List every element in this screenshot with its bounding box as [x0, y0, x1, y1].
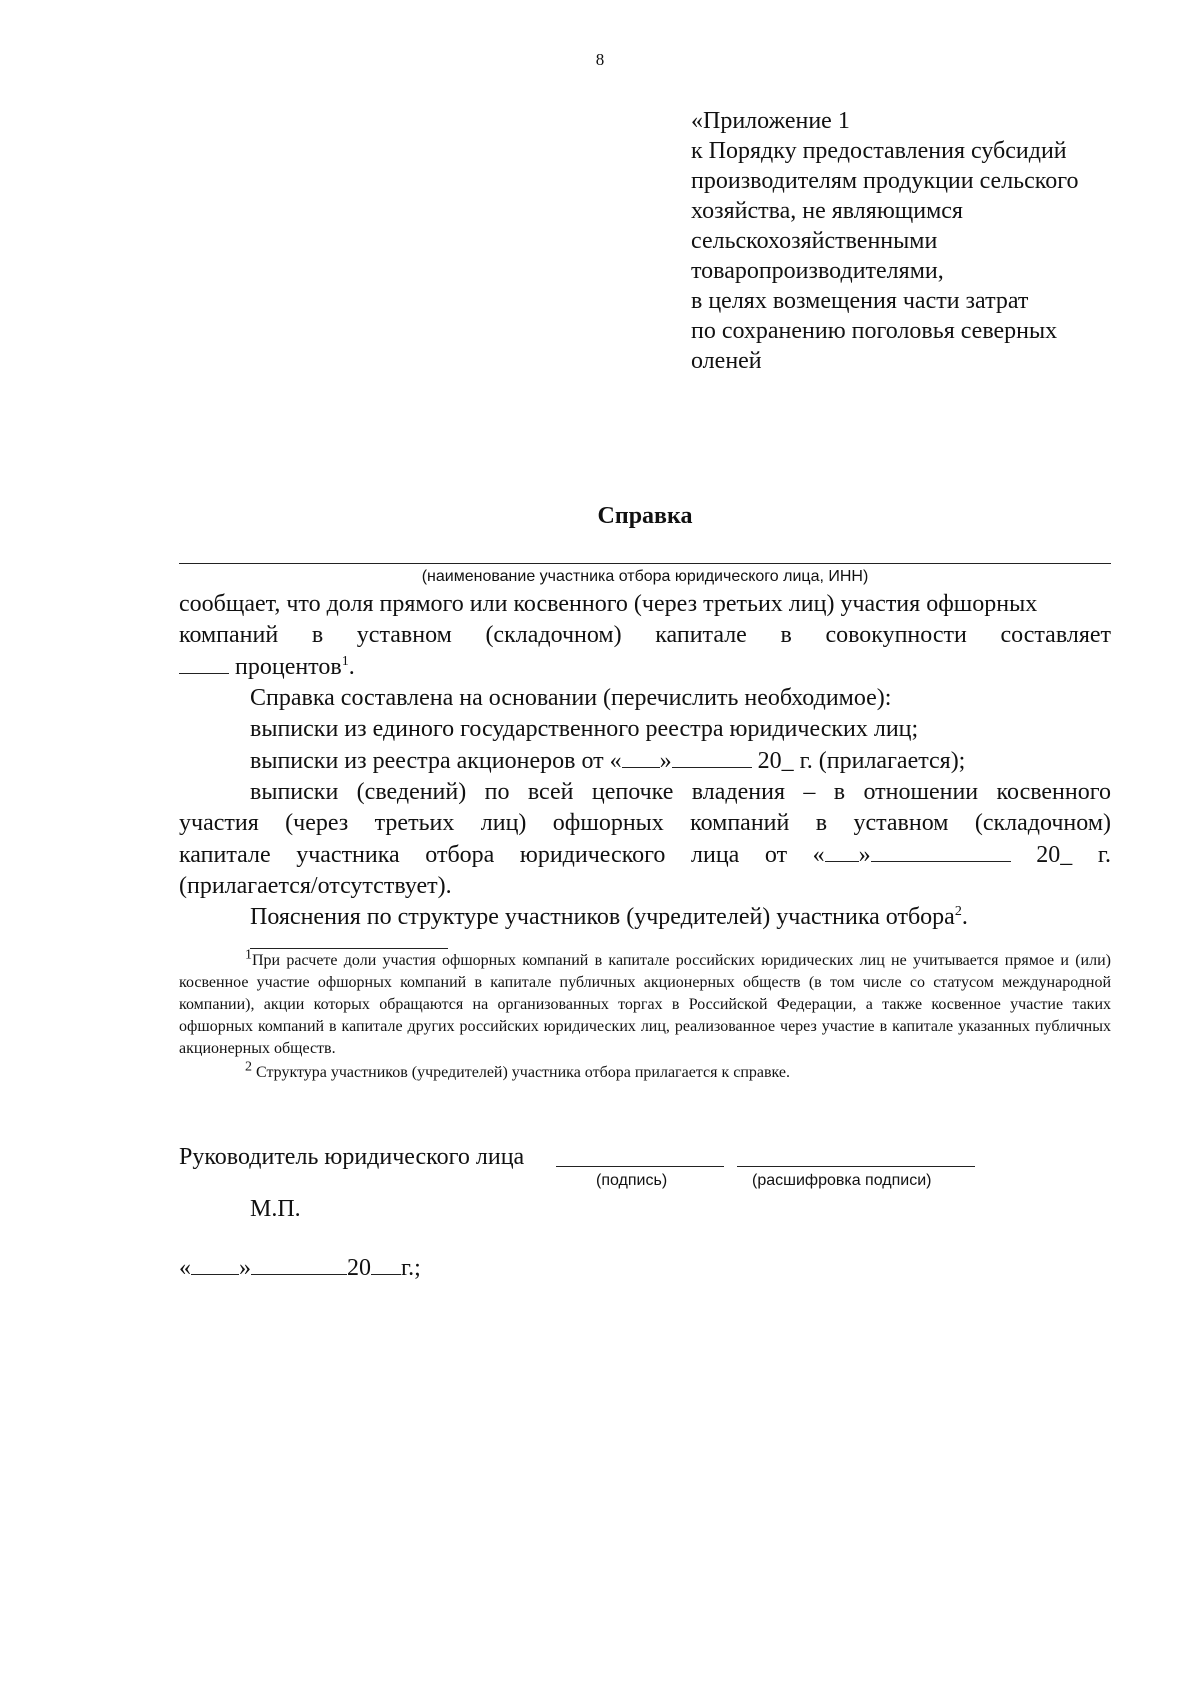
- appendix-line: товаропроизводителями,: [691, 258, 944, 284]
- footnote-2-mark: 2: [245, 1059, 252, 1075]
- basis-line: [179, 683, 1111, 714]
- month-blank: [672, 745, 752, 768]
- signature-label: Руководитель юридического лица: [179, 1144, 525, 1170]
- body-line-text: компаний в уставном (складочном) капитале в совокупности составляет: [179, 622, 1111, 648]
- body-line: [179, 808, 1111, 839]
- footnote-separator: [250, 948, 448, 949]
- footnote-2-text: Структура участников (учредителей) участника отбора прилагается к справке.: [252, 1064, 791, 1081]
- signature-decryption-line: [737, 1166, 975, 1167]
- body-paragraph-1: [179, 589, 1111, 620]
- body-line: [179, 871, 1111, 902]
- percent-label: процентов: [235, 654, 342, 680]
- date-quote-close: »: [239, 1255, 251, 1281]
- appendix-line: к Порядку предоставления субсидий: [691, 138, 1067, 164]
- appendix-line: по сохранению поголовья северных: [691, 318, 1058, 344]
- basis-item-1: [179, 714, 1111, 745]
- document-title: Справка: [597, 503, 693, 529]
- appendix-line: хозяйства, не являющимся: [691, 198, 963, 224]
- percent-line: процентов$^1$.: [179, 651, 1111, 683]
- footnote-1-mark: 1: [245, 947, 252, 963]
- year-text: 20_ г.: [1036, 842, 1111, 868]
- document-body: [179, 589, 1111, 933]
- body-line-text: (прилагается/отсутствует).: [179, 873, 452, 899]
- appendix-line: в целях возмещения части затрат: [691, 288, 1029, 314]
- basis-item-2: [179, 745, 1111, 777]
- basis-item-3: [179, 777, 1111, 808]
- date-quote-open: «: [179, 1255, 191, 1281]
- basis-text: Справка составлена на основании (перечислить необходимое):: [250, 685, 892, 711]
- signature-caption: (подпись): [596, 1172, 668, 1189]
- explanations-text: Пояснения по структуре участников (учредителей) участника отбора: [250, 904, 955, 930]
- date-day-blank: [191, 1252, 239, 1275]
- day-blank: [622, 745, 660, 768]
- date-year: 20: [347, 1255, 371, 1281]
- participant-name-line: [179, 563, 1111, 564]
- footnote-2: [179, 1059, 1111, 1084]
- appendix-line: производителям продукции сельского: [691, 168, 1079, 194]
- year-text: 20_ г. (прилагается);: [751, 748, 966, 774]
- day-blank: [825, 839, 859, 862]
- page-number: 8: [595, 50, 605, 69]
- body-line: [179, 620, 1111, 651]
- percent-blank: [179, 651, 229, 674]
- stamp-place: М.П.: [250, 1196, 301, 1222]
- basis-item-text: выписки (сведений) по всей цепочке владения – в отношении косвенного: [250, 779, 1111, 805]
- body-line: сообщает, что доля прямого или косвенного (через третьих лиц) участия офшорных: [179, 591, 1038, 617]
- footnotes: [179, 947, 1111, 1084]
- date-suffix: г.;: [401, 1255, 421, 1281]
- participant-name-caption: (наименование участника отбора юридического лица, ИНН): [421, 568, 869, 585]
- date-year-blank: [371, 1252, 401, 1275]
- footnote-1-text: При расчете доли участия офшорных компаний в капитале российских юридических лиц не учитывается прямое и (или) косвенное участие офшорных компаний в капитале публичных акционерных обществ (в том числе со статусом международной компании), акции которых обращаются на организованных торгах в Российской Федерации, а также косвенное участие таких офшорных компаний в капитале других российских юридических лиц, реализованное через участие в капитале указанных публичных акционерных обществ.: [179, 952, 1111, 1057]
- appendix-line: оленей: [691, 348, 762, 374]
- date-line: [179, 1252, 421, 1282]
- basis-item-text: выписки из реестра акционеров от «: [250, 748, 622, 774]
- quote-close: »: [659, 748, 672, 774]
- footnote-ref-2: 2: [954, 904, 962, 919]
- appendix-line: «Приложение 1: [691, 108, 850, 134]
- footnote-ref-1: 1: [341, 654, 349, 669]
- appendix-heading: [691, 106, 1131, 376]
- signature-decryption-caption: (расшифровка подписи): [752, 1172, 932, 1189]
- footnote-1: [179, 947, 1111, 1060]
- body-line-text: капитале участника отбора юридического лица от «: [179, 842, 825, 868]
- appendix-line: сельскохозяйственными: [691, 228, 938, 254]
- quote-close: »: [858, 842, 871, 868]
- month-blank: [871, 839, 1011, 862]
- explanations-line: Пояснения по структуре участников (учредителей) участника отбора$^2$.: [250, 904, 968, 930]
- basis-item-text: выписки из единого государственного реестра юридических лиц;: [250, 716, 919, 742]
- body-line: [179, 839, 1111, 871]
- signature-line: [556, 1166, 724, 1167]
- body-line-text: участия (через третьих лиц) офшорных компаний в уставном (складочном): [179, 810, 1111, 836]
- date-month-blank: [251, 1252, 347, 1275]
